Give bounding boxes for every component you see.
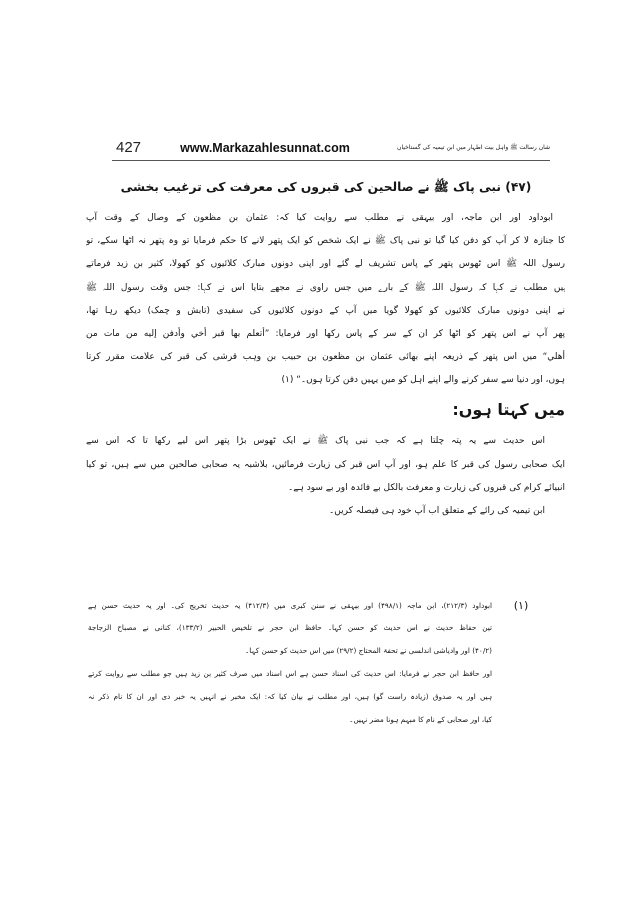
- header-rule: [112, 160, 550, 161]
- narration-line: ہوں، اور دنیا سے سفر کرنے والے اپنے اہل کو میں یہیں دفن کرتا ہوں۔“ (۱): [281, 375, 565, 385]
- footnote-line: تین حفاظ حدیث نے اس حدیث کو حسن کہا۔ حافظ ابن حجر نے تلخیص الحبیر (۱۳۳/۲)، کنانی نے مصباح الزجاجة: [88, 623, 492, 632]
- comment-line: ایک صحابی رسول کی قبر کا علم ہو، اور آپ اس قبر کی زیارت فرمائیں، بلاشبہ یہ صحابی صالحین میں سے ہیں، تو کیا: [86, 460, 565, 470]
- narration-line: نے اپنی دونوں مبارک کلائیوں کو کھولا گویا میں آپ کے دونوں کلائیوں کی سفیدی (تابش و چمک) دیکھ رہا تھا،: [86, 306, 565, 316]
- comment-line: اس حدیث سے یہ پتہ چلتا ہے کہ جب نبی پاک ﷺ نے ایک ٹھوس بڑا پتھر اس لیے رکھا تا کہ اس سے: [86, 436, 545, 446]
- footnote-line: (۴۰/۲) اور وادیاشی اندلسی نے تحفۃ المحتاج (۲۹/۲) میں اس حدیث کو حسن کہا۔: [245, 646, 492, 655]
- narration-line: کا جنازہ لا کر آپ کو دفن کیا گیا تو نبی پاک ﷺ نے ایک شخص کو ایک پتھر لانے کا حکم فرمایا تو وہ پتھر نہ اٹھا سکے، تو: [86, 236, 565, 246]
- website-url: www.Markazahlesunnat.com: [180, 141, 350, 155]
- narration-line: پھر آپ نے اس پتھر کو اٹھا کر ان کے سر کے پاس رکھا اور فرمایا: ”أتعلم بها قبر أخي وأدفن إليه من مات من: [86, 329, 565, 339]
- narration-line: ابوداود اور ابن ماجہ، اور بیہقی نے مطلب سے روایت کیا کہ: عثمان بن مظعون کے وصال کے وقت آپ: [86, 213, 553, 223]
- comment-heading: میں کہتا ہوں:: [452, 400, 565, 419]
- chapter-title: (۴۷) نبی پاک ﷺ نے صالحین کی قبروں کی معرفت کی ترغیب بخشی: [120, 180, 532, 194]
- footnote-marker: (۱): [513, 599, 529, 612]
- comment-line: انبیائے کرام کی قبروں کی زیارت و معرفت بالکل بے فائدہ اور بے سود ہے۔: [288, 483, 565, 493]
- narration-line: ہیں مطلب نے کہا کہ رسول اللہ ﷺ کے بارے میں جس راوی نے مجھے بتایا اس نے کہا: جس وقت رسول اللہ ﷺ: [86, 283, 565, 293]
- running-title: شان رسالت ﷺ واہل بیت اطہار میں ابن تیمیہ کی گستاخیاں: [397, 144, 550, 151]
- footnote-line: ابوداود (۲۱۲/۳)، ابن ماجہ (۴۹۸/۱) اور بیہقی نے سنن کبری میں (۴۱۲/۳) یہ حدیث تخریج کی۔ اور یہ حدیث حسن ہے: [88, 601, 492, 610]
- narration-line: أهلي“ میں اس پتھر کے ذریعہ اپنے بھائی عثمان بن مظعون بن حبیب بن وہب قرشی کی قبر کی علامت مقرر کرتا: [86, 352, 565, 362]
- footnote-line: کیا، اور صحابی کے نام کا مبہم ہونا مضر نہیں۔: [349, 715, 492, 724]
- narration-line: رسول اللہ ﷺ اس ٹھوس پتھر کے پاس تشریف لے گئے اور اپنی دونوں مبارک کلائیوں کو کھولا، کثیر بن زید فرماتے: [86, 259, 565, 269]
- footnote-line: ہیں اور یہ صدوق (زیادہ راست گو) ہیں، اور مطلب نے بیان کیا کہ: ایک مخبر نے انہیں یہ خبر دی اور ان کا نام ذکر نہ: [88, 692, 492, 701]
- comment-line: ابن تیمیہ کی رائے کے متعلق اب آپ خود ہی فیصلہ کریں۔: [329, 506, 545, 516]
- page-number: 427: [116, 139, 142, 156]
- footnote-line: اور حافظ ابن حجر نے فرمایا: اس حدیث کی اسناد حسن ہے اس اسناد میں صرف کثیر بن زید ہیں جو مطلب سے روایت کرتے: [88, 669, 492, 678]
